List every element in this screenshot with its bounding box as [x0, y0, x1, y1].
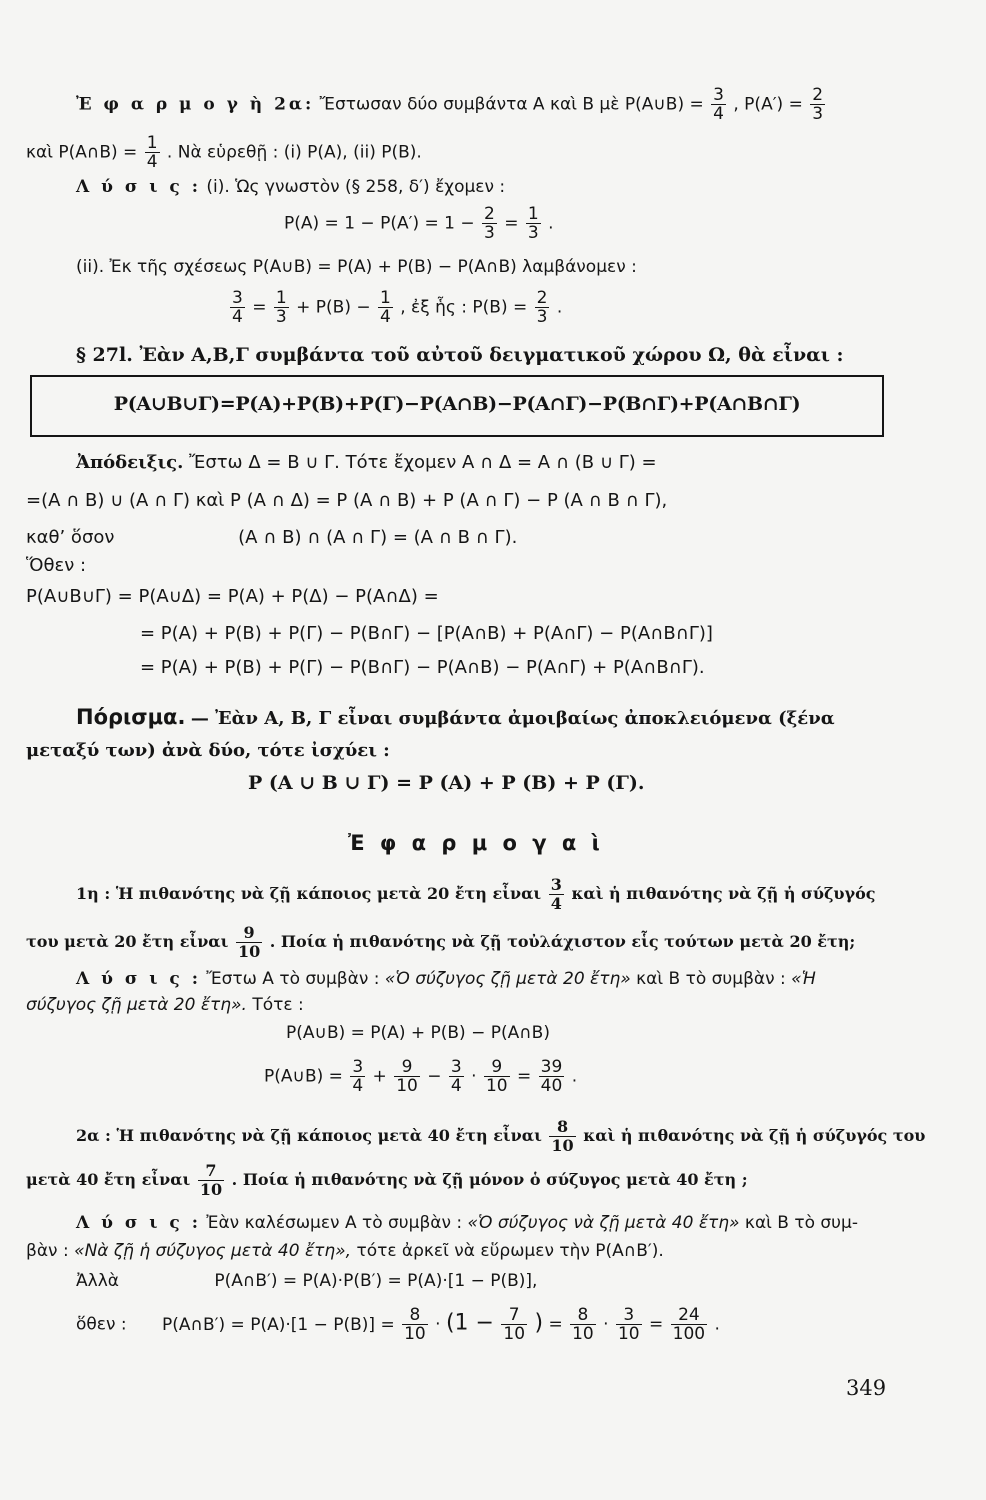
- proof-heading: Ἀπόδειξις.: [76, 452, 184, 473]
- solution-line: Λ ύ σ ι ς : Ἔστω A τὸ συμβὰν : «Ὁ σύζυγος ζῇ μετὰ 20 ἔτη» καὶ B τὸ συμβὰν : «Ἡ: [76, 969, 816, 989]
- solution-line: Λ ύ σ ι ς : (i). Ὡς γνωστὸν (§ 258, δ′) ἔχομεν :: [76, 177, 506, 197]
- section-title: § 27l. Ἐὰν A,B,Γ συμβάντα τοῦ αὐτοῦ δειγματικοῦ χώρου Ω, θὰ εἶναι :: [76, 344, 844, 366]
- fraction: $\frac{1}{3}$: [275, 288, 287, 327]
- example-line: 2α : Ἡ πιθανότης νὰ ζῇ κάποιος μετὰ 40 ἔτη εἶναι $\frac{8}{10}$ καὶ ἡ πιθανότης νὰ ζῇ ἡ σύζυγός του: [76, 1117, 926, 1155]
- solution-heading: Λ ύ σ ι ς :: [76, 177, 201, 197]
- page-number: 349: [846, 1376, 887, 1400]
- application-2a-line2: καὶ P(A∩B) = $\frac{1}{4}$ . Νὰ εὑρεθῇ : (i) P(A), (ii) P(B).: [26, 133, 422, 172]
- solution-line: (ii). Ἐκ τῆς σχέσεως P(A∪B) = P(A) + P(B) − P(A∩B) λαμβάνομεν :: [76, 257, 637, 277]
- application-text: Ἔστωσαν δύο συμβάντα A καὶ B μὲ P(A∪B) =: [319, 94, 704, 115]
- fraction: $\frac{3}{4}$: [713, 85, 724, 124]
- fraction: $\frac{1}{4}$: [380, 288, 391, 327]
- corollary-line: Πόρισμα. — Ἐὰν A, B, Γ εἶναι συμβάντα ἀμοιβαίως ἀποκλειόμενα (ξένα: [76, 705, 835, 729]
- equation: P(A∪B) = P(A) + P(B) − P(A∩B): [286, 1023, 550, 1043]
- fraction: $\frac{1}{4}$: [146, 133, 158, 172]
- proof-line: P(A∪B∪Γ) = P(A∪Δ) = P(A) + P(Δ) − P(A∩Δ) =: [26, 586, 439, 607]
- solution-line: σύζυγος ζῇ μετὰ 20 ἔτη». Τότε :: [26, 995, 304, 1015]
- corollary-line: μεταξύ των) ἀνὰ δύο, τότε ἰσχύει :: [26, 740, 390, 761]
- application-2a-line: Ἐ φ α ρ μ ο γ ὴ 2α: Ἔστωσαν δύο συμβάντα A καὶ B μὲ P(A∪B) = $\frac{3}{4}$ , P(A′) = $\frac{2}{3}$: [76, 85, 824, 124]
- solution-line: βὰν : «Νὰ ζῇ ἡ σύζυγος μετὰ 40 ἔτη», τότε ἀρκεῖ νὰ εὕρωμεν τὴν P(A∩B′).: [26, 1241, 664, 1261]
- fraction: $\frac{2}{3}$: [812, 85, 824, 124]
- example-line: του μετὰ 20 ἔτη εἶναι $\frac{9}{10}$ . Ποία ἡ πιθανότης νὰ ζῇ τοὐλάχιστον εἷς τούτων μετὰ 20 ἔτη;: [26, 923, 856, 961]
- proof-line: = P(A) + P(B) + P(Γ) − P(B∩Γ) − [P(A∩B) + P(A∩Γ) − P(A∩B∩Γ)]: [140, 623, 713, 644]
- fraction: $\frac{7}{10}$: [199, 1161, 223, 1199]
- corollary-formula: P (A ∪ B ∪ Γ) = P (A) + P (B) + P (Γ).: [248, 772, 645, 794]
- applications-title: Ἐ φ α ρ μ ο γ α ὶ: [348, 831, 604, 855]
- fraction: $\frac{8}{10}$: [404, 1305, 426, 1344]
- corollary-heading: Πόρισμα.: [76, 705, 186, 729]
- example-line: μετὰ 40 ἔτη εἶναι $\frac{7}{10}$ . Ποία ἡ πιθανότης νὰ ζῇ μόνον ὁ σύζυγος μετὰ 40 ἔτη ;: [26, 1161, 748, 1199]
- fraction: $\frac{9}{10}$: [237, 923, 261, 961]
- proof-line: =(A ∩ B) ∪ (A ∩ Γ) καὶ P (A ∩ Δ) = P (A ∩ B) + P (A ∩ Γ) − P (A ∩ B ∩ Γ),: [26, 490, 668, 511]
- fraction: $\frac{2}{3}$: [536, 288, 548, 327]
- equation: $\frac{3}{4}$ = $\frac{1}{3}$ + P(B) − $\frac{1}{4}$ , ἐξ ἧς : P(B) = $\frac{2}{3}$ .: [232, 288, 563, 327]
- fraction: $\frac{7}{10}$: [503, 1305, 526, 1344]
- fraction: $\frac{9}{10}$: [485, 1057, 508, 1096]
- proof-line: = P(A) + P(B) + P(Γ) − P(B∩Γ) − P(A∩B) − P(A∩Γ) + P(A∩B∩Γ).: [140, 657, 705, 678]
- fraction: $\frac{8}{10}$: [551, 1117, 574, 1155]
- example-line: 1η : Ἡ πιθανότης νὰ ζῇ κάποιος μετὰ 20 ἔτη εἶναι $\frac{3}{4}$ καὶ ἡ πιθανότης νὰ ζῇ ἡ σύζυγός: [76, 875, 876, 913]
- proof-line: Ὅθεν :: [26, 555, 87, 576]
- solution-heading: Λ ύ σ ι ς :: [76, 969, 201, 989]
- proof-line: Ἀπόδειξις. Ἔστω Δ = B ∪ Γ. Τότε ἔχομεν A ∩ Δ = A ∩ (B ∪ Γ) =: [76, 452, 657, 473]
- equation: Ἀλλὰ P(A∩B′) = P(A)·P(B′) = P(A)·[1 − P(B)],: [76, 1271, 538, 1291]
- formula-text: P(A∪B∪Γ)=P(A)+P(B)+P(Γ)−P(A∩B)−P(A∩Γ)−P(B∩Γ)+P(A∩B∩Γ): [113, 393, 801, 415]
- fraction: $\frac{1}{3}$: [527, 204, 539, 243]
- fraction: $\frac{2}{3}$: [484, 204, 495, 243]
- fraction: $\frac{3}{4}$: [450, 1057, 462, 1096]
- fraction: $\frac{3}{4}$: [352, 1057, 364, 1096]
- fraction: $\frac{3}{4}$: [550, 875, 562, 913]
- proof-line: καθ’ ὅσον (A ∩ B) ∩ (A ∩ Γ) = (A ∩ B ∩ Γ).: [26, 527, 518, 548]
- boxed-formula: [30, 375, 884, 437]
- fraction: $\frac{39}{40}$: [540, 1057, 563, 1096]
- fraction: $\frac{3}{10}$: [617, 1305, 640, 1344]
- equation: P(A∪B) = $\frac{3}{4}$ + $\frac{9}{10}$ − $\frac{3}{4}$ · $\frac{9}{10}$ = $\frac{39}{40}$ .: [264, 1057, 578, 1096]
- solution-line: Λ ύ σ ι ς : Ἐὰν καλέσωμεν A τὸ συμβὰν : «Ὁ σύζυγος νὰ ζῇ μετὰ 40 ἔτη» καὶ B τὸ συμ-: [76, 1213, 858, 1233]
- equation: ὅθεν : P(A∩B′) = P(A)·[1 − P(B)] = $\frac{8}{10}$ · (1 − $\frac{7}{10}$ ) = $\frac{8}{10}$ · $\frac{3}{10}$ = $\frac{24}{100}$ .: [76, 1305, 720, 1344]
- application-heading: Ἐ φ α ρ μ ο γ ὴ 2α:: [76, 94, 315, 115]
- fraction: $\frac{24}{100}$: [672, 1305, 706, 1344]
- fraction: $\frac{8}{10}$: [572, 1305, 594, 1344]
- fraction: $\frac{3}{4}$: [232, 288, 243, 327]
- equation: P(A) = 1 − P(A′) = 1 − $\frac{2}{3}$ = $\frac{1}{3}$ .: [284, 204, 554, 243]
- fraction: $\frac{9}{10}$: [396, 1057, 418, 1096]
- solution-heading: Λ ύ σ ι ς :: [76, 1213, 201, 1233]
